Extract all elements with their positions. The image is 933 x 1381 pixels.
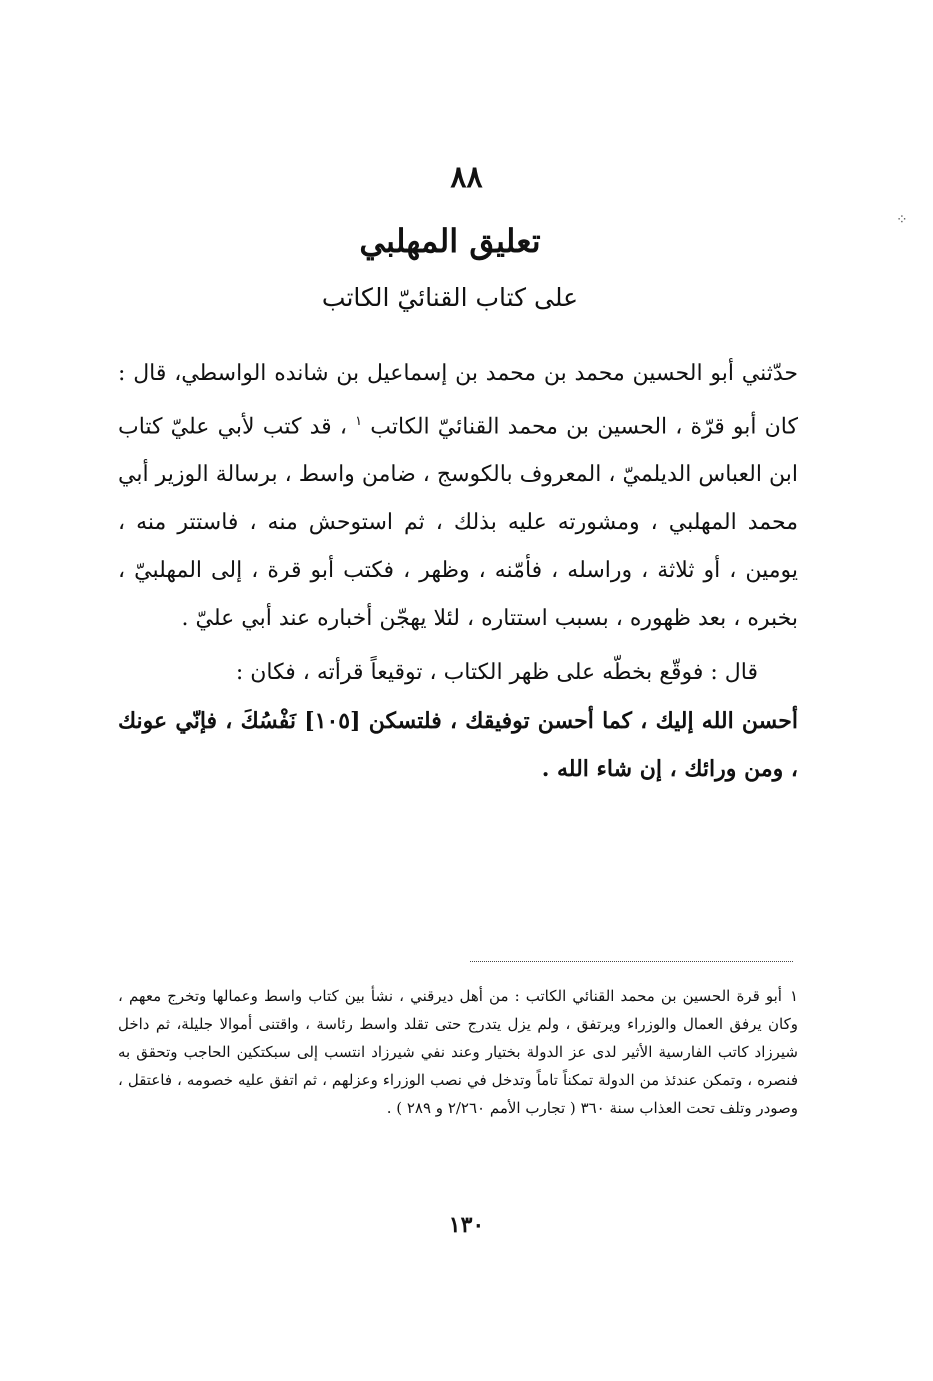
chapter-title: تعليق المهلبي xyxy=(359,222,541,260)
chapter-subtitle: على كتاب القنائيّ الكاتب xyxy=(321,283,579,312)
page-number: ١٣٠ xyxy=(448,1212,485,1238)
quoted-signature: أحسن الله إليك ، كما أحسن توفيقك ، فلتسكن [١٠٥] نَفْسُكَ ، فإنّي عونك ، ومن ورائك ، إن شاء الله . xyxy=(118,708,798,783)
paragraph-1 xyxy=(118,350,798,643)
footnote-item xyxy=(118,982,798,1122)
margin-mark: ⁘ xyxy=(896,212,908,228)
footnotes xyxy=(118,982,798,1122)
paragraph-1-text: حدّثني أبو الحسين محمد بن محمد بن إسماعيل بن شانده الواسطي، قال : كان أبو قرّة ، الحسين بن محمد القنائيّ الكاتب xyxy=(118,361,798,440)
footnote-divider xyxy=(470,961,793,962)
footnote-text: أبو قرة الحسين بن محمد القنائي الكاتب : من أهل ديرقني ، نشأ بين كتاب واسط وعمالها وتخرج معهم ، وكان يرفق العمال والوزراء ويرتفق ، ولم يزل يتدرج حتى تقلد واسط رئاسة ، واقتنى أموالا جليلة، ثم داخل شيرزاد كاتب الفارسية الأثير لدى عز الدولة بختيار وعند نفي شيرزاد انتسب إلى سبكتكين الحاجب وتحقق به فنصره ، وتمكن عندئذ من الدولة تمكناً تاماً وتدخل في نصب الوزراء وعزلهم ، ثم اتفق عليه خصومه ، فاعتقل ، وصودر وتلف تحت العذاب سنة ٣٦٠ ( تجارب الأمم ٢/٢٦٠ و ٢٨٩ ) . xyxy=(118,987,798,1117)
body-text xyxy=(118,350,798,793)
paragraph-2: قال : فوقّع بخطّه على ظهر الكتاب ، توقيعاً قرأته ، فكان : xyxy=(235,660,758,686)
footnote-ref[interactable]: ١ xyxy=(355,414,363,429)
paragraph-1-cont: ، قد كتب لأبي عليّ كتاب ابن العباس الديلميّ ، المعروف بالكوسج ، ضامن واسط ، برسالة الوزير أبي محمد المهلبي ، ومشورته عليه بذلك ، ثم استوحش منه ، فاستتر منه ، يومين ، أو ثلاثة ، وراسله ، فأمّنه ، وظهر ، فكتب أبو قرة ، إلى المهلبيّ ، بخبره ، بعد ظهوره ، بسبب استتاره ، لئلا يهجّن أخباره عند أبي عليّ . xyxy=(118,414,798,632)
footnote-number: ١ xyxy=(789,987,798,1005)
section-number: ٨٨ xyxy=(450,160,483,195)
